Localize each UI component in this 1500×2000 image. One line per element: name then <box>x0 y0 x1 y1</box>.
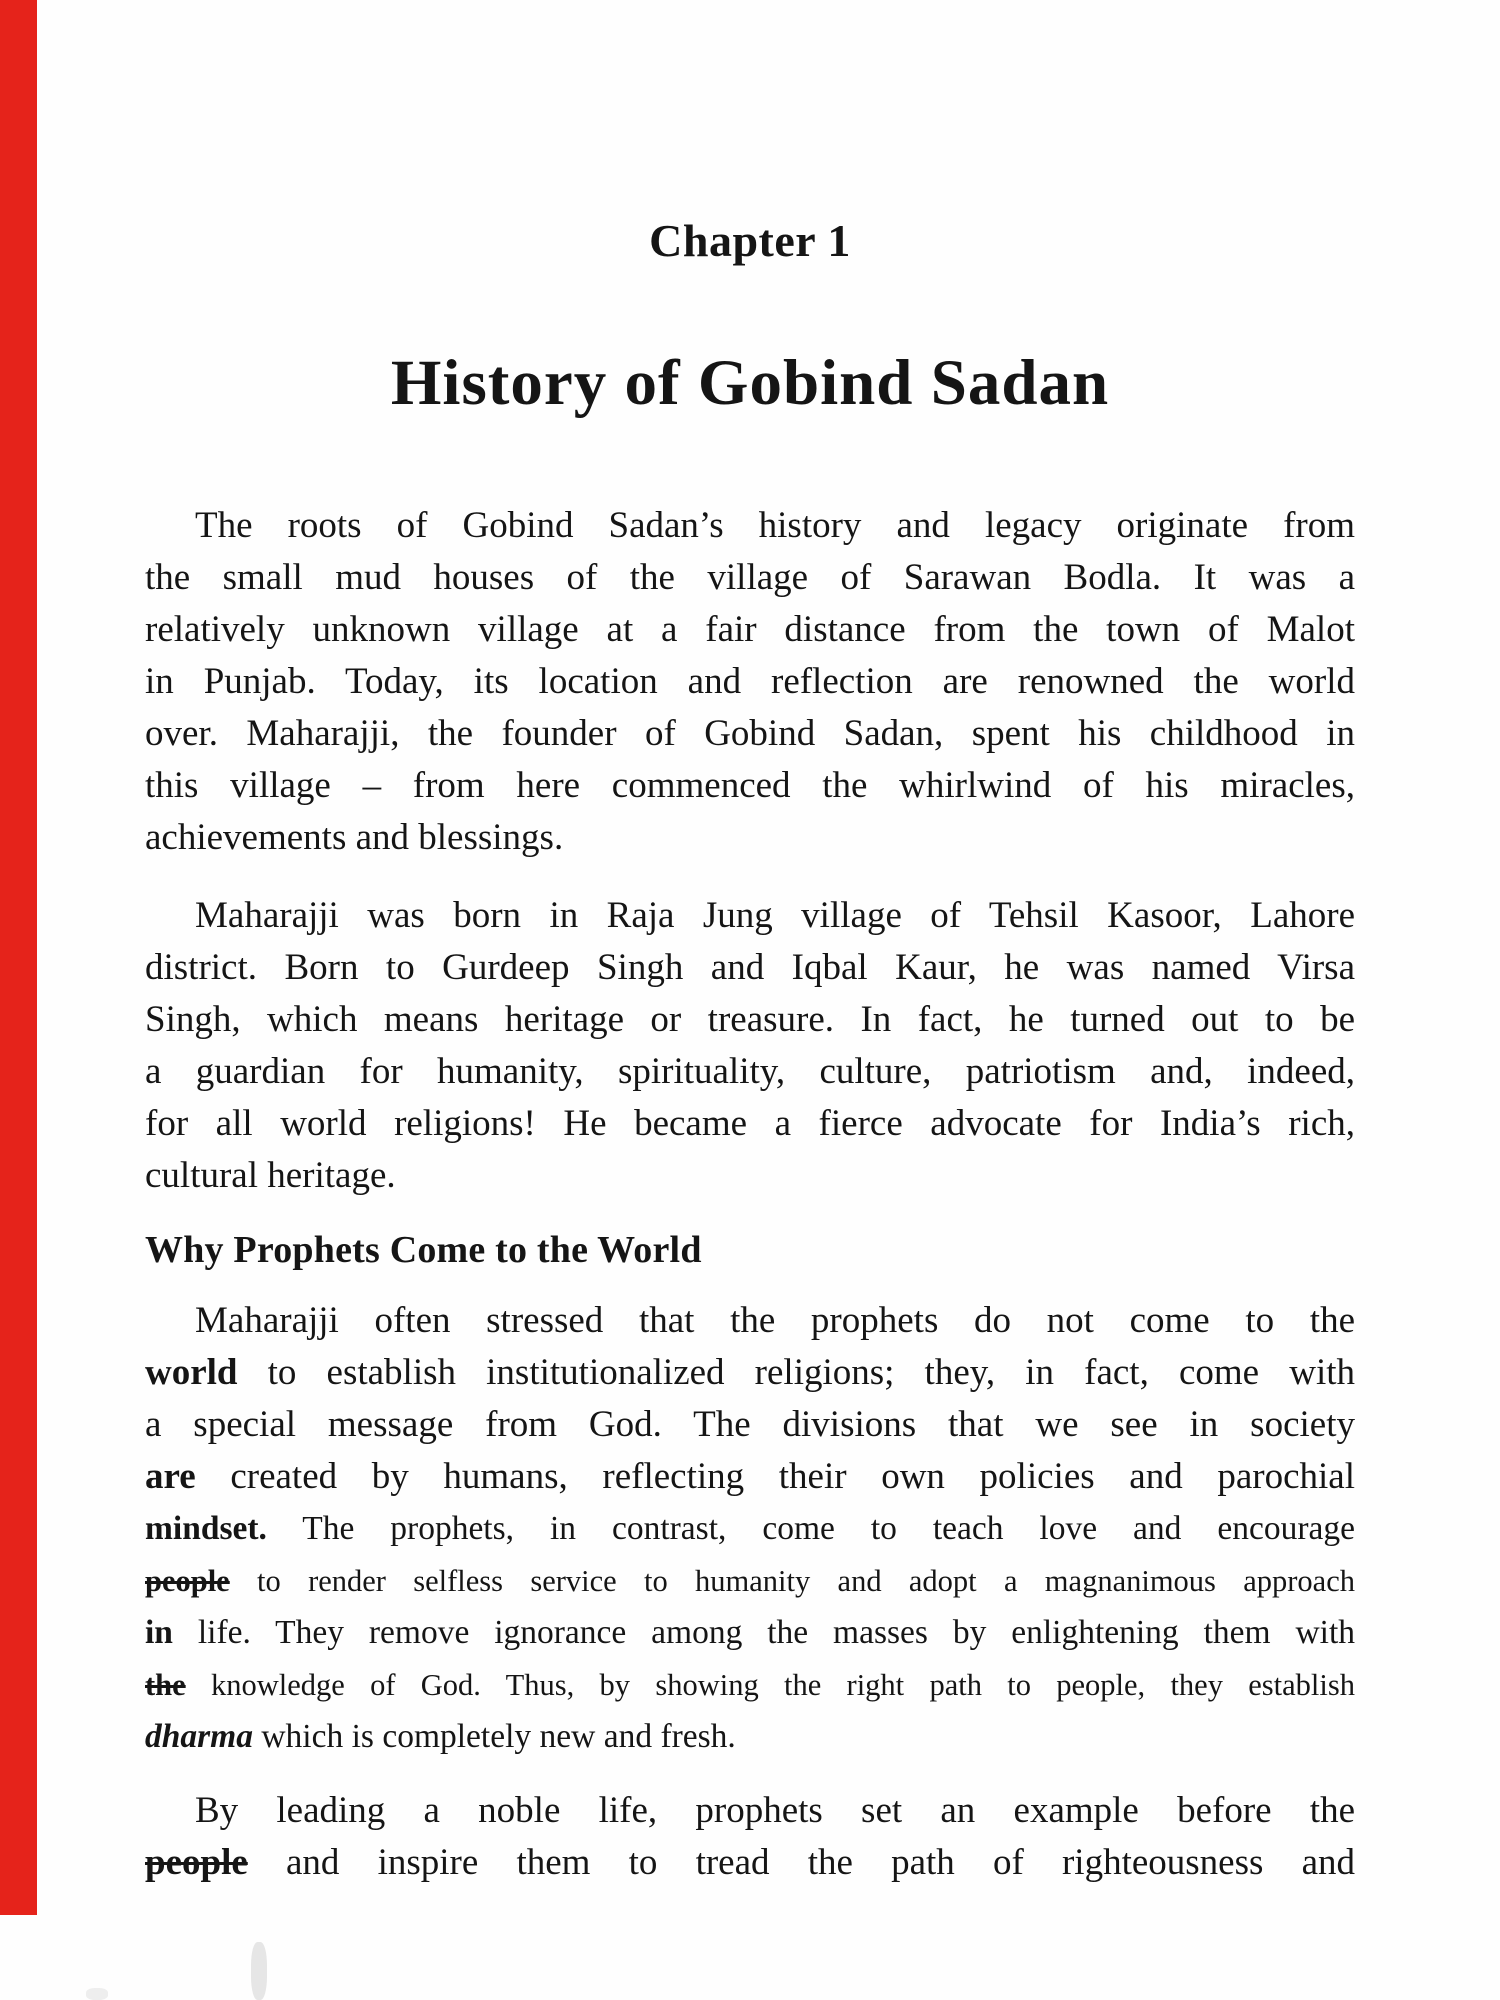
text-line: By leading a noble life, prophets set an example before the <box>195 1790 1355 1831</box>
text-line: in life. They remove ignorance among the masses by enlightening them with <box>145 1614 1355 1651</box>
overinked-word: people <box>145 1842 248 1883</box>
text-line: people to render selfless service to humanity and adopt a magnanimous approach <box>145 1564 1355 1598</box>
text-line: this village – from here commenced the whirlwind of his miracles, <box>145 765 1355 806</box>
text-line: over. Maharajji, the founder of Gobind Sadan, spent his childhood in <box>145 713 1355 754</box>
text-line: people and inspire them to tread the path of righteousness and <box>145 1842 1355 1883</box>
overinked-word: mindset. <box>145 1510 267 1547</box>
text-line: Maharajji was born in Raja Jung village of Tehsil Kasoor, Lahore <box>195 895 1355 936</box>
overinked-word: people <box>145 1564 230 1598</box>
overinked-word: in <box>145 1614 173 1651</box>
text-line: The roots of Gobind Sadan’s history and legacy originate from <box>195 505 1355 546</box>
section-heading: Why Prophets Come to the World <box>145 1229 702 1271</box>
text-line: relatively unknown village at a fair distance from the town of Malot <box>145 609 1355 650</box>
text-line: district. Born to Gurdeep Singh and Iqbal Kaur, he was named Virsa <box>145 947 1355 988</box>
chapter-label: Chapter 1 <box>649 215 851 266</box>
text-line: the small mud houses of the village of Sarawan Bodla. It was a <box>145 557 1355 598</box>
page-title: History of Gobind Sadan <box>390 347 1110 419</box>
paragraph-1 <box>145 500 1355 864</box>
book-spine-red-stripe <box>0 0 37 1915</box>
overinked-word: world <box>145 1352 238 1393</box>
text-line: are created by humans, reflecting their own policies and parochial <box>145 1456 1355 1497</box>
text-line: dharma which is completely new and fresh. <box>145 1718 736 1755</box>
text-line: world to establish institutionalized religions; they, in fact, come with <box>145 1352 1355 1393</box>
text-line: a guardian for humanity, spirituality, culture, patriotism and, indeed, <box>145 1051 1355 1092</box>
paragraph-2 <box>145 890 1355 1202</box>
text-line: achievements and blessings. <box>145 817 564 858</box>
paragraph-3 <box>145 1295 1355 1763</box>
text-line: the knowledge of God. Thus, by showing the right path to people, they establish <box>145 1668 1355 1702</box>
text-line: cultural heritage. <box>145 1155 396 1196</box>
overinked-word: dharma <box>145 1718 253 1755</box>
text-line: for all world religions! He became a fierce advocate for India’s rich, <box>145 1103 1355 1144</box>
text-line: a special message from God. The divisions that we see in society <box>145 1404 1355 1445</box>
scan-smudge <box>251 1942 267 2000</box>
paragraph-4 <box>145 1785 1355 1889</box>
text-line: in Punjab. Today, its location and reflection are renowned the world <box>145 661 1355 702</box>
text-line: Singh, which means heritage or treasure. In fact, he turned out to be <box>145 999 1355 1040</box>
scan-smudge <box>86 1988 108 2000</box>
text-line: Maharajji often stressed that the prophets do not come to the <box>195 1300 1355 1341</box>
overinked-word: are <box>145 1456 196 1497</box>
overinked-word: the <box>145 1668 186 1702</box>
text-line: mindset. The prophets, in contrast, come to teach love and encourage <box>145 1510 1355 1547</box>
